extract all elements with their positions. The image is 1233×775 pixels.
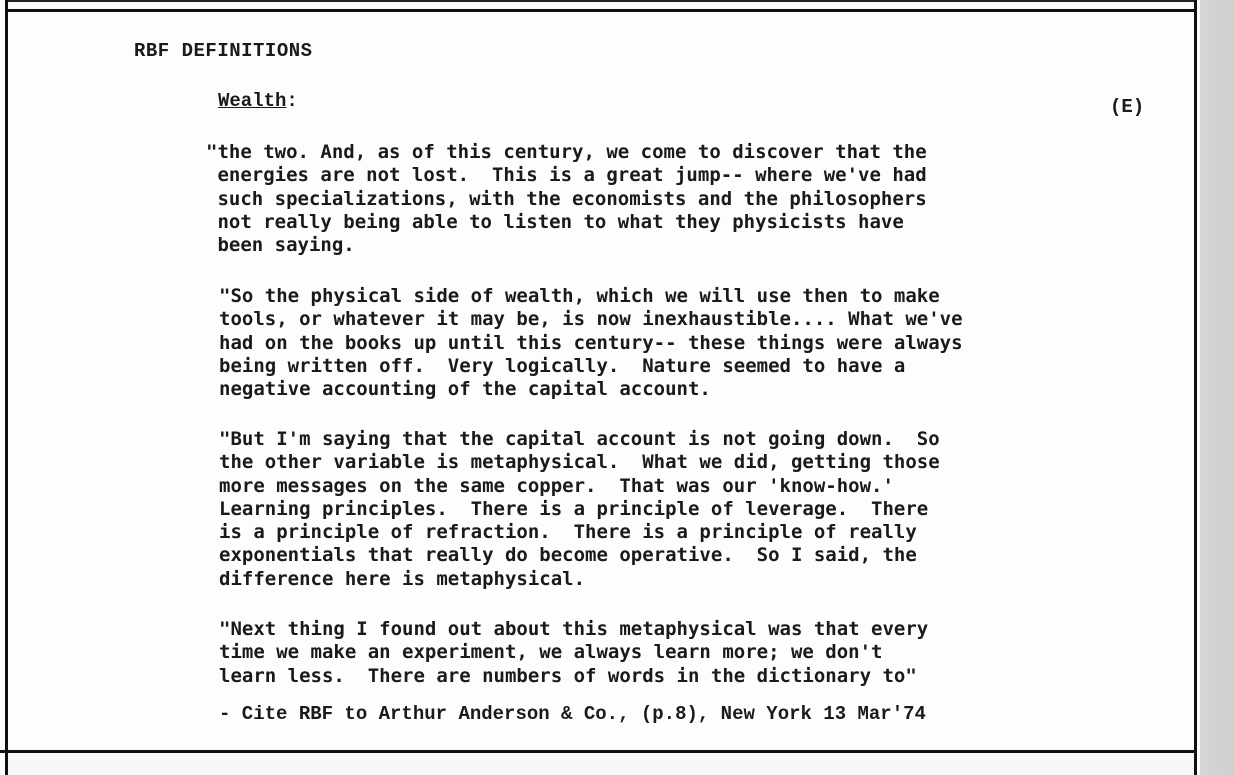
card-top-edge bbox=[5, 0, 1197, 2]
card-left-rule bbox=[5, 0, 8, 775]
card-top-rule bbox=[5, 9, 1197, 12]
next-card-edge bbox=[8, 753, 1194, 775]
term-colon: : bbox=[286, 90, 298, 112]
term-label: Wealth bbox=[218, 90, 287, 112]
card-right-rule bbox=[1194, 0, 1197, 775]
document-title: RBF DEFINITIONS bbox=[134, 40, 313, 62]
card-bottom-rule bbox=[0, 750, 1197, 753]
citation: - Cite RBF to Arthur Anderson & Co., (p.8), New York 13 Mar'74 bbox=[219, 703, 926, 725]
scan-margin bbox=[1200, 0, 1233, 775]
quote-paragraph-3: "But I'm saying that the capital account is not going down. So the other variable is metaphysical. What we did, getting those more messages on the same copper. That was our 'know-how.' Learning principles. There is a principle of leverage. There is a principle of refraction. There is a principle of really exponentials that really do become operative. So I said, the difference here is metaphysical. bbox=[219, 428, 940, 590]
quote-paragraph-1: "the two. And, as of this century, we come to discover that the energies are not lost. This is a great jump-- where we've had such specializations, with the economists and the philosophers not really being able to listen to what they physicists have been saying. bbox=[206, 141, 927, 257]
term-heading bbox=[218, 90, 298, 112]
quote-paragraph-2: "So the physical side of wealth, which we will use then to make tools, or whatever it may be, is now inexhaustible.... What we've had on the books up until this century-- these things were always being written off. Very logically. Nature seemed to have a negative accounting of the capital account. bbox=[219, 285, 963, 401]
section-code: (E) bbox=[1110, 96, 1145, 118]
quote-paragraph-4: "Next thing I found out about this metaphysical was that every time we make an experiment, we always learn more; we don't learn less. There are numbers of words in the dictionary to" bbox=[219, 618, 929, 687]
